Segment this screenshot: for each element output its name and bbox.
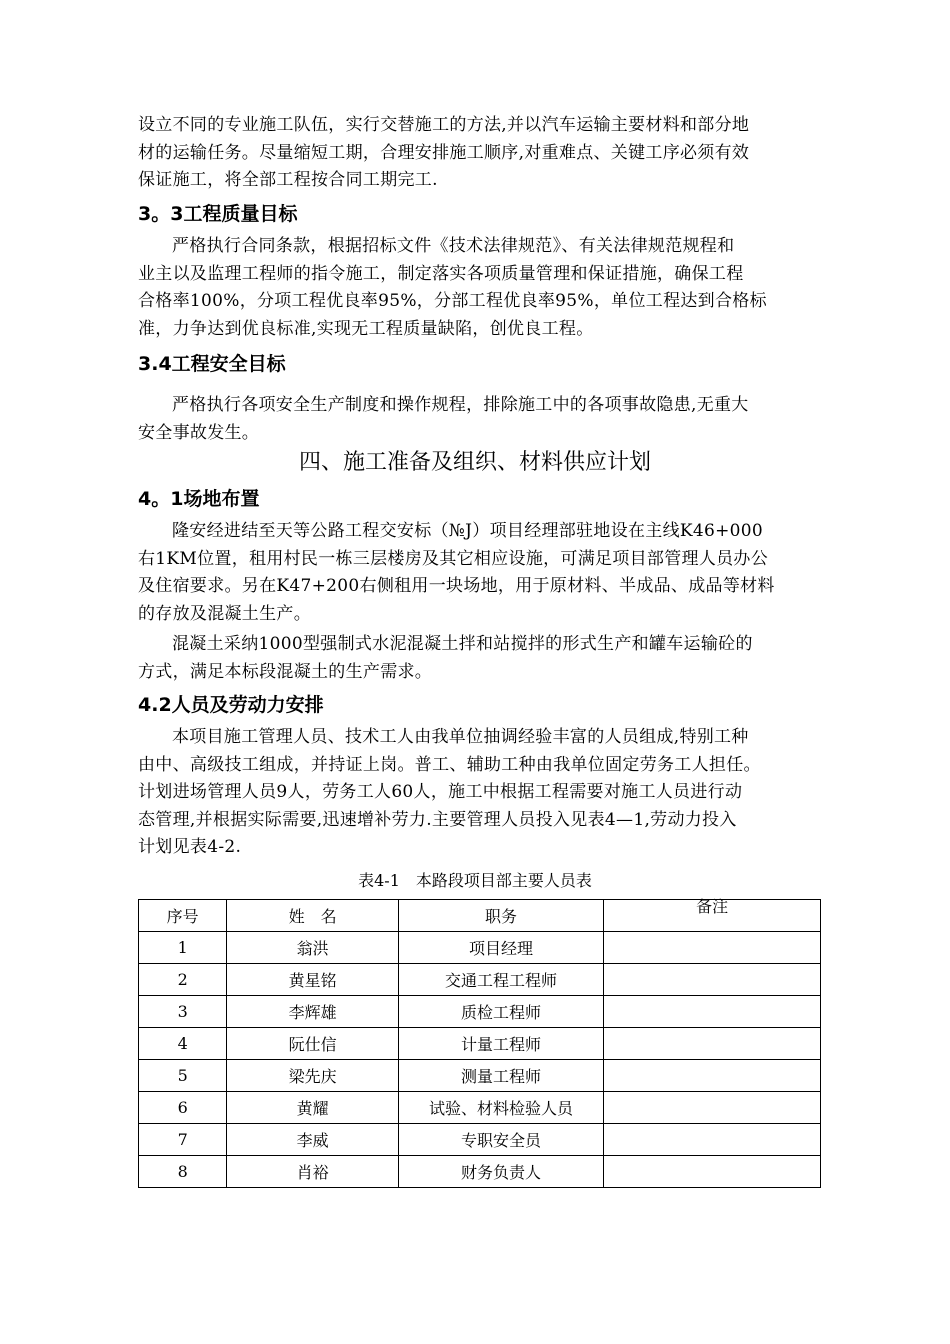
site-line: 的存放及混凝土生产。 [138,603,311,624]
cell-name: 黄耀 [227,1092,399,1124]
cell-remarks [604,1060,821,1092]
cell-remarks [604,996,821,1028]
staffing-line: 本项目施工管理人员、技术工人由我单位抽调经验丰富的人员组成,特别工种 [172,727,749,747]
cell-position: 测量工程师 [398,1060,603,1092]
table-row [139,1156,821,1188]
chapter-4-title: 四、施工准备及组织、材料供应计划 [298,450,651,475]
concrete-line: 方式，满足本标段混凝土的生产需求。 [138,661,433,682]
quality-line: 业主以及监理工程师的指令施工，制定落实各项质量管理和保证措施，确保工程 [138,263,744,284]
table-row [139,1028,821,1060]
cell-position: 计量工程师 [398,1028,603,1060]
staffing-line: 由中、高级技工组成，并持证上岗。普工、辅助工种由我单位固定劳务工人担任。 [138,754,761,775]
heading-3-4: 3.4工程安全目标 [138,353,286,375]
table-row [139,1124,821,1156]
cell-name: 梁先庆 [227,1060,399,1092]
concrete-line: 混凝土采纳1000型强制式水泥混凝土拌和站搅拌的形式生产和罐车运输砼的 [172,634,753,654]
cell-position: 专职安全员 [398,1124,603,1156]
cell-remarks [604,1124,821,1156]
site-layout-paragraph-2 [138,631,828,686]
cell-name: 翁洪 [227,932,399,964]
quality-line: 合格率100%，分项工程优良率95%，分部工程优良率95%，单位工程达到合格标 [138,291,767,311]
cell-position: 质检工程师 [398,996,603,1028]
safety-line: 严格执行各项安全生产制度和操作规程，排除施工中的各项事故隐患,无重大 [172,395,749,415]
cell-name: 肖裕 [227,1156,399,1188]
staffing-paragraph [138,724,828,862]
heading-4-2: 4.2人员及劳动力安排 [138,694,324,716]
intro-line: 保证施工，将全部工程按合同工期完工. [138,170,438,190]
header-index: 序号 [139,900,227,932]
cell-name: 李威 [227,1124,399,1156]
cell-position: 项目经理 [398,932,603,964]
cell-remarks [604,1092,821,1124]
cell-index: 7 [139,1124,227,1156]
cell-index: 5 [139,1060,227,1092]
quality-line: 准，力争达到优良标准,实现无工程质量缺陷，创优良工程。 [138,318,594,339]
cell-position: 试验、材料检验人员 [398,1092,603,1124]
table-caption: 表4-1 本路段项目部主要人员表 [358,871,592,890]
site-line: 隆安经进结至天等公路工程交安标（№J）项目经理部驻地设在主线K46+000 [172,521,764,541]
header-position: 职务 [398,900,603,932]
cell-name: 黄星铭 [227,964,399,996]
safety-line: 安全事故发生。 [138,422,260,443]
cell-position: 交通工程工程师 [398,964,603,996]
cell-index: 6 [139,1092,227,1124]
staffing-line: 计划见表4-2. [138,837,242,857]
cell-name: 阮仕信 [227,1028,399,1060]
cell-index: 2 [139,964,227,996]
heading-3-3: 3。3工程质量目标 [138,203,298,225]
header-name: 姓 名 [227,900,399,932]
site-layout-paragraph-1 [138,518,828,628]
cell-remarks [604,932,821,964]
table-row [139,1092,821,1124]
staffing-line: 态管理,并根据实际需要,迅速增补劳力.主要管理人员投入见表4—1,劳动力投入 [138,809,737,830]
cell-index: 4 [139,1028,227,1060]
intro-line: 材的运输任务。尽量缩短工期，合理安排施工顺序,对重难点、关键工序必须有效 [138,142,750,163]
cell-index: 3 [139,996,227,1028]
cell-index: 1 [139,932,227,964]
safety-paragraph [138,392,828,447]
staffing-line: 计划进场管理人员9人，劳务工人60人，施工中根据工程需要对施工人员进行动 [138,782,743,802]
cell-index: 8 [139,1156,227,1188]
quality-paragraph [138,233,828,343]
intro-line: 设立不同的专业施工队伍，实行交替施工的方法,并以汽车运输主要材料和部分地 [138,115,750,135]
quality-line: 严格执行合同条款，根据招标文件《技术法律规范》、有关法律规范规程和 [172,236,735,256]
cell-remarks [604,1028,821,1060]
table-row [139,932,821,964]
cell-position: 财务负责人 [398,1156,603,1188]
table-row [139,964,821,996]
site-line: 右1KM位置，租用村民一栋三层楼房及其它相应设施，可满足项目部管理人员办公 [138,548,769,569]
header-remarks: 备注 [604,900,821,932]
table-row [139,1060,821,1092]
cell-remarks [604,1156,821,1188]
heading-4-1: 4。1场地布置 [138,488,260,510]
cell-remarks [604,964,821,996]
staff-table [138,899,821,1188]
table-header-row [139,900,821,932]
cell-name: 李辉雄 [227,996,399,1028]
site-line: 及住宿要求。另在K47+200右侧租用一块场地，用于原材料、半成品、成品等材料 [138,576,775,596]
table-row [139,996,821,1028]
intro-paragraph [138,112,828,195]
